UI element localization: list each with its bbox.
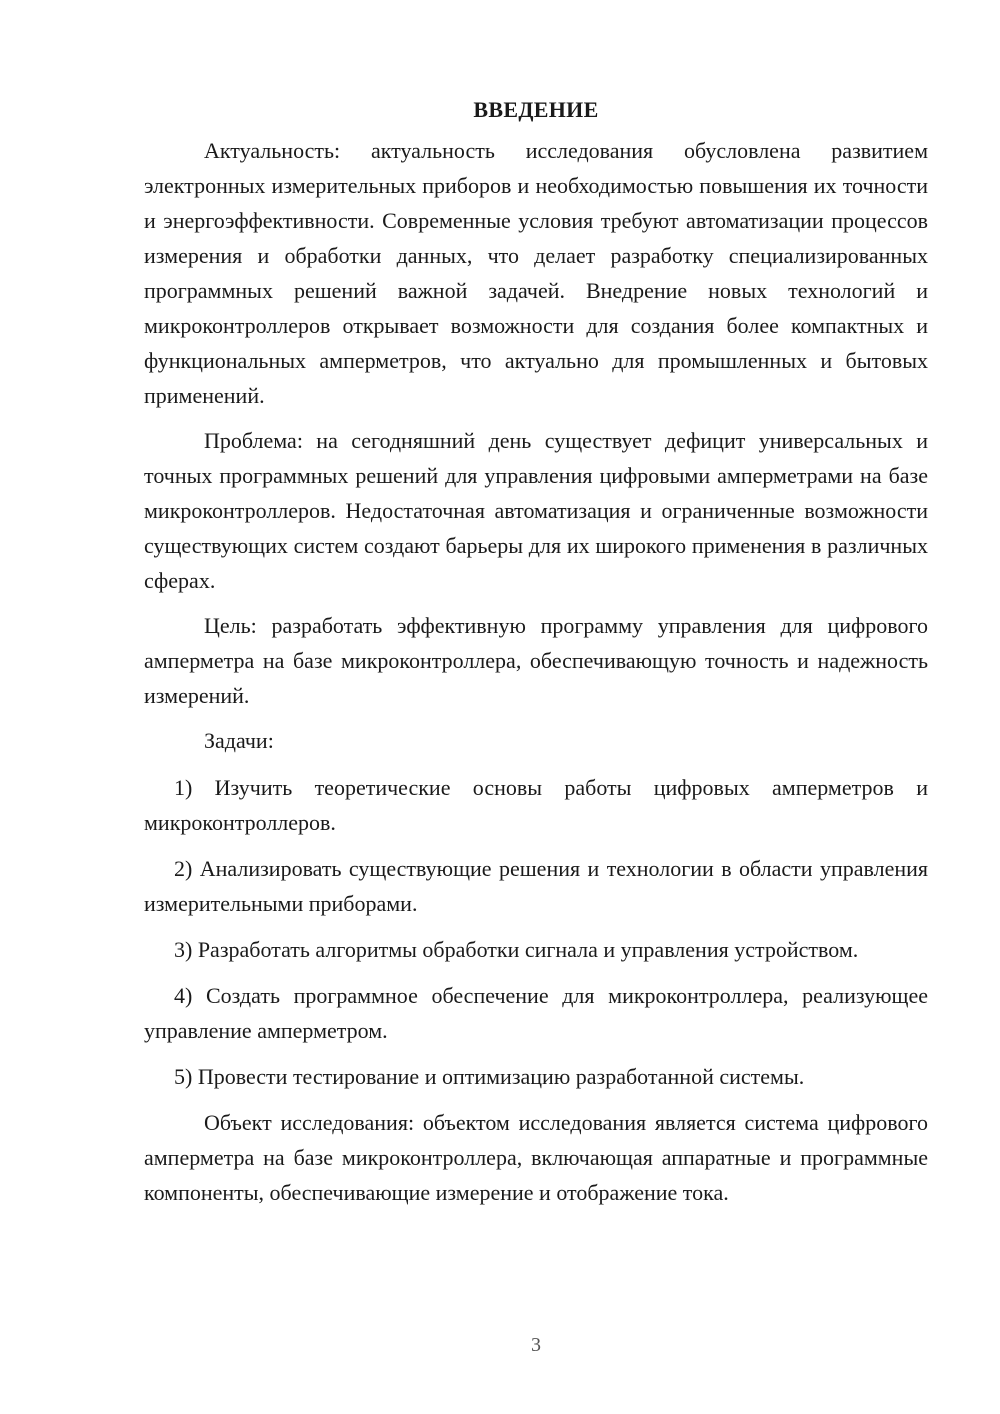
task-item-5: 5) Провести тестирование и оптимизацию разработанной системы. (174, 1064, 805, 1089)
task-item-1: 1) Изучить теоретические основы работы цифровых амперметров и микроконтроллеров. (144, 775, 928, 835)
paragraph-object: Объект исследования: объектом исследования является система цифрового амперметра на базе микроконтроллера, включающая аппаратные и программные компоненты, обеспечивающие измерение и отображение тока. (144, 1110, 928, 1205)
task-item-2: 2) Анализировать существующие решения и технологии в области управления измерительными приборами. (144, 856, 928, 916)
tasks-heading: Задачи: (204, 728, 274, 753)
paragraph-relevance: Актуальность: актуальность исследования обусловлена развитием электронных измерительных приборов и необходимостью повышения их точности и энергоэффективности. Современные условия требуют автоматизации процессов измерения и обработки данных, что делает разработку специализированных программных решений важной задачей. Внедрение новых технологий и микроконтроллеров открывает возможности для создания более компактных и функциональных амперметров, что актуально для промышленных и бытовых применений. (144, 138, 928, 408)
paragraph-goal: Цель: разработать эффективную программу управления для цифрового амперметра на базе микроконтроллера, обеспечивающую точность и надежность измерений. (144, 613, 928, 708)
task-item-4: 4) Создать программное обеспечение для микроконтроллера, реализующее управление амперметром. (144, 983, 928, 1043)
document-page (144, 92, 928, 1220)
section-title: ВВЕДЕНИЕ (473, 97, 599, 122)
page-number: 3 (531, 1334, 541, 1356)
paragraph-problem: Проблема: на сегодняшний день существует дефицит универсальных и точных программных решений для управления цифровыми амперметрами на базе микроконтроллеров. Недостаточная автоматизация и ограниченные возможности существующих систем создают барьеры для их широкого применения в различных сферах. (144, 428, 928, 593)
task-item-3: 3) Разработать алгоритмы обработки сигнала и управления устройством. (174, 937, 859, 962)
